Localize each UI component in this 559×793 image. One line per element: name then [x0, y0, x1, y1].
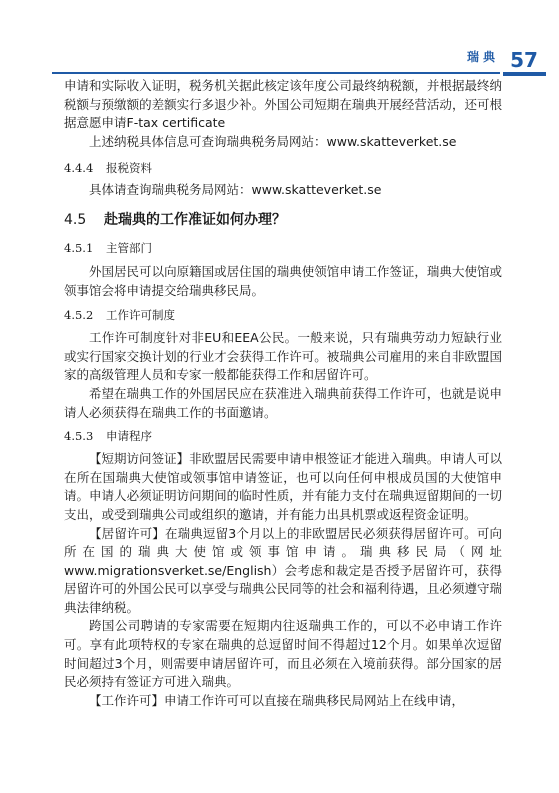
section-heading-4-5: [64, 209, 502, 231]
paragraph-permit-invitation: 希望在瑞典工作的外国居民应在获准进入瑞典前获得工作许可，也就是说申请人必须获得在瑞典工作的书面邀请。: [64, 385, 502, 420]
subheading-number: 4.5.3: [64, 429, 94, 444]
chapter-label: 瑞典: [466, 50, 499, 64]
paragraph-tax-filing: 具体请查询瑞典税务局网站：www.skatteverket.se: [89, 182, 382, 198]
subheading-number: 4.4.4: [64, 161, 94, 176]
paragraph-short-visa: 【短期访问签证】非欧盟居民需要申请申根签证才能进入瑞典。申请人可以在所在国瑞典大使馆或领事馆申请签证，也可以向任何申根成员国的大使馆申请。申请人必须证明访问期间的临时性质，并有能力支付在瑞典逗留期间的一切支出，或受到瑞典公司或组织的邀请，并有能力出具机票或返程资金证明。: [64, 451, 502, 522]
paragraph-tax-settlement: 申请和实际收入证明，税务机关据此核定该年度公司最终纳税额，并根据最终纳税额与预缴额的差额实行多退少补。外国公司短期在瑞典开展经营活动，还可根据意愿申请F-tax certificate: [64, 78, 502, 131]
header-page-tab: [503, 72, 546, 76]
paragraph-tax-website: 上述纳税具体信息可查询瑞典税务局网站：www.skatteverket.se: [89, 133, 457, 149]
paragraph-authority: 外国居民可以向原籍国或居住国的瑞典使领馆申请工作签证，瑞典大使馆或领事馆会将申请提交给瑞典移民局。: [64, 263, 502, 298]
paragraph-expert-exemption: 跨国公司聘请的专家需要在短期内往返瑞典工作的，可以不必申请工作许可。享有此项特权的专家在瑞典的总逗留时间不得超过12个月。如果单次逗留时间超过3个月，则需要申请居留许可，而且必须在入境前获得。部分国家的居民必须持有签证方可进入瑞典。: [64, 618, 502, 690]
header-rule: [52, 72, 500, 74]
subheading-title: 主管部门: [106, 240, 152, 255]
subheading-title: 工作许可制度: [106, 308, 175, 323]
subheading-4-5-3: [64, 427, 502, 445]
paragraph-permit-system: 工作许可制度针对非EU和EEA公民。一般来说，只有瑞典劳动力短缺行业或实行国家交换计划的行业才会获得工作许可。被瑞典公司雇用的来自非欧盟国家的高级管理人员和专家一般都能获得工作和居留许可。: [64, 330, 502, 383]
subheading-title: 申请程序: [106, 429, 152, 444]
section-number: 4.5: [64, 211, 87, 228]
paragraph-work-permit: 【工作许可】申请工作许可可以直接在瑞典移民局网站上在线申请，: [89, 692, 465, 708]
page-number: 57: [510, 48, 538, 72]
subheading-4-5-1: [64, 239, 502, 257]
page-body: [64, 77, 502, 710]
subheading-4-5-2: [64, 306, 502, 324]
subheading-4-4-4: [64, 159, 502, 177]
subheading-title: 报税资料: [106, 161, 152, 176]
section-title: 赴瑞典的工作准证如何办理？: [104, 211, 286, 228]
subheading-number: 4.5.2: [64, 308, 94, 323]
paragraph-residence-permit: 【居留许可】在瑞典逗留3个月以上的非欧盟居民必须获得居留许可。可向所在国的瑞典大使馆或领事馆申请。瑞典移民局（网址www.migrationsverket.se/English）会考虑和裁定是否授予居留许可，获得居留许可的外国公民可以享受与瑞典公民同等的社会和福利待遇，且必须遵守瑞典法律纳税。: [64, 525, 502, 615]
subheading-number: 4.5.1: [64, 240, 94, 255]
